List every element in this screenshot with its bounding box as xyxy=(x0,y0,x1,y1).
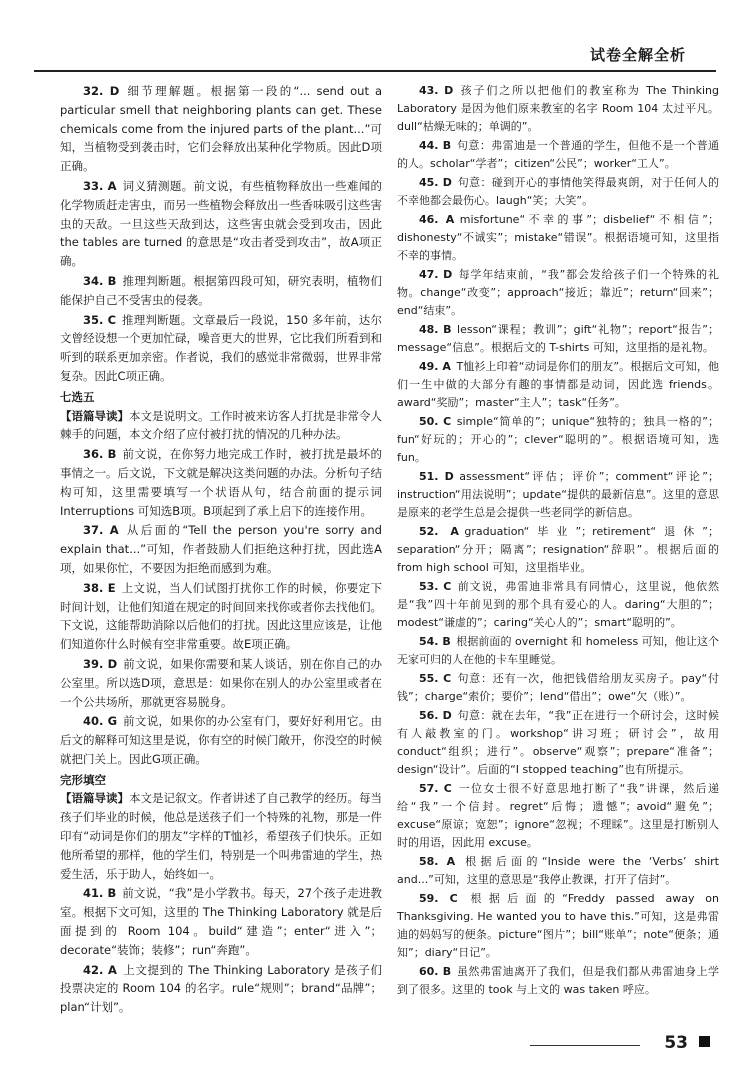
answer-explanation: 细节理解题。根据第一段的“... send out a particular smell that neighboring plants can get. These chemicals come from the injured parts of the plant...”可知，当植物受到袭击时，它们会释放出某种化学物质。因此D项正确。 xyxy=(60,84,383,174)
answer-number: 55. C xyxy=(419,672,452,685)
reading-guide xyxy=(60,407,382,445)
reading-guide-tag: 【语篇导读】 xyxy=(60,408,129,423)
answer-explanation: lesson“课程；教训”；gift“礼物”；report“报告”；message“信息”。根据后文的 T-shirts 可知，这里指的是礼物。 xyxy=(397,323,719,354)
answer-entry xyxy=(60,177,382,271)
header-title: 试卷全解全析 xyxy=(589,46,686,64)
answer-entry xyxy=(60,311,382,386)
answer-explanation: 句意：还有一次，他把钱借给朋友买房子。pay“付钱”；charge“索价；要价”；lend“借出”；owe“欠（账）”。 xyxy=(397,672,719,703)
answer-number: 52. A xyxy=(419,525,459,538)
answer-explanation: graduation“毕业”；retirement“退休”；separation“分开；隔离”；resignation“辞职”。根据后面的 from high school 可知，这里指毕业。 xyxy=(397,525,719,574)
answer-number: 60. B xyxy=(419,965,452,978)
answer-entry xyxy=(397,890,719,962)
answer-explanation: 每学年结束前，“我”都会发给孩子们一个特殊的礼物。change“改变”；approach“接近；靠近”；return“回来”；end“结束”。 xyxy=(397,268,719,317)
answer-number: 48. B xyxy=(419,323,452,336)
reading-guide-tag: 【语篇导读】 xyxy=(60,791,129,806)
answer-number: 38. E xyxy=(83,580,116,595)
answer-explanation: 句意：弗雷迪是一个普通的学生，但他不是一个普通的人。scholar“学者”；citizen“公民”；worker“工人”。 xyxy=(397,139,719,170)
answer-number: 41. B xyxy=(83,886,117,901)
answer-entry xyxy=(60,712,382,768)
page-number: 53 xyxy=(664,1033,688,1053)
answer-entry xyxy=(397,358,719,412)
answer-explanation: simple“简单的”；unique“独特的；独具一格的”；fun“好玩的；开心的”；clever“聪明的”。根据语境可知，选 fun。 xyxy=(397,415,720,464)
answer-entry xyxy=(397,468,719,522)
answer-explanation: 前文说，弗雷迪非常具有同情心，这里说，他依然是“我”四十年前见到的那个具有爱心的人。daring“大胆的”；modest“谦虚的”；caring“关心人的”；smart“聪明的”。 xyxy=(397,580,720,629)
answer-explanation: 从后面的“Tell the person you're sorry and explain that...”可知，作者鼓励人们拒绝这种打扰，因此选A项，如果你忙，不要因为拒绝而感到为难。 xyxy=(60,523,382,575)
answer-entry xyxy=(397,523,719,577)
right-column xyxy=(397,82,719,1000)
answer-entry xyxy=(60,884,382,959)
answer-number: 49. A xyxy=(419,360,451,373)
answer-entry xyxy=(60,521,382,577)
answer-explanation: 前文说，如果你需要和某人谈话，别在你自己的办公室里。所以选D项，意思是：如果你在别人的办公室里或者在一个公共场所，那就更容易脱身。 xyxy=(60,656,383,709)
answer-number: 34. B xyxy=(83,273,117,288)
answer-explanation: 句意：就在去年，“我”正在进行一个研讨会，这时候有人敲教室的门。workshop“讲习班；研讨会”，故用 conduct“组织；进行”。observe“观察”；prepare“准备”；design“设计”。后面的“I stopped teaching”也有所提示。 xyxy=(397,709,719,776)
answer-entry xyxy=(60,445,382,520)
answer-number: 42. A xyxy=(83,962,117,977)
answer-number: 46. A xyxy=(419,213,455,226)
answer-explanation: 词义猜测题。前文说，有些植物释放出一些难闻的化学物质赶走害虫，而另一些植物会释放出一些香味吸引这些害虫的天敌。一旦这些天敌到达，这些害虫就会受到攻击，因此 the tables are turned 的意思是“攻击者受到攻击”，故A项正确。 xyxy=(60,178,383,269)
answer-explanation: 根据后面的“Freddy passed away on Thanksgiving. He wanted you to have this.”可知，这是弗雷迪的妈妈写的便条。picture“图片”；bill“账单”；note“便条；通知”；diary“日记”。 xyxy=(397,892,719,959)
answer-explanation: assessment“评估；评价”；comment“评论”；instruction“用法说明”；update“提供的最新信息”。这里的意思是原来的老学生总是会提供一些老同学的新信息。 xyxy=(397,470,719,519)
answer-number: 39. D xyxy=(83,656,118,671)
answer-explanation: 根据后面的“Inside were the ‘Verbs’ shirt and...”可知，这里的意思是“我停止教课，打开了信封”。 xyxy=(397,855,719,886)
reading-guide xyxy=(60,789,382,883)
answer-explanation: 前文说，如果你的办公室有门，要好好利用它。由后文的解释可知这里是说，你有空的时候门敞开，你没空的时候就把门关上。因此G项正确。 xyxy=(60,714,382,766)
answer-explanation: 前文说，“我”是小学教书。每天，27个孩子走进教室。根据下文可知，这里的 The Thinking Laboratory 就是后面提到的 Room 104。build“建造”；enter“进入”；decorate“装饰；装修”；run“奔跑”。 xyxy=(60,886,382,957)
answer-number: 40. G xyxy=(83,714,118,729)
answer-entry xyxy=(397,963,719,999)
page-number-square-icon xyxy=(699,1036,710,1047)
answer-explanation: 一位女士很不好意思地打断了“我”讲课，然后递给“我”一个信封。regret“后悔；遗憾”；avoid“避免”；excuse“原谅；宽恕”；ignore“忽视；不理睬”。这里是打断别人时的用语，因此用 excuse。 xyxy=(397,782,720,849)
answer-entry xyxy=(60,82,382,176)
answer-number: 50. C xyxy=(419,415,452,428)
answer-explanation: misfortune“不幸的事”；disbelief“不相信”；dishonesty“不诚实”；mistake“错误”。根据语境可知，这里指不幸的事情。 xyxy=(397,213,719,262)
answer-entry xyxy=(397,211,719,265)
answer-number: 36. B xyxy=(83,447,117,462)
answer-entry xyxy=(60,655,382,711)
answer-number: 45. D xyxy=(419,176,452,189)
answer-explanation: 推理判断题。根据第四段可知，研究表明，植物们能保护自己不受害虫的侵袭。 xyxy=(60,273,382,307)
answer-number: 44. B xyxy=(419,139,452,152)
answer-number: 33. A xyxy=(83,178,117,193)
answer-entry xyxy=(60,579,382,654)
answer-number: 58. A xyxy=(419,855,456,868)
reading-guide-text: 本文是记叙文。作者讲述了自己教学的经历。每当孩子们毕业的时候，他总是送孩子们一个特殊的礼物，那是一件印有“动词是你们的朋友”字样的T恤衫，希望孩子们快乐。正如他所希望的那样，他的学生们，特别是一个叫弗雷迪的学生，热爱生活，乐于助人，始终如一。 xyxy=(60,791,382,881)
footer-divider xyxy=(530,1045,640,1046)
answer-explanation: 孩子们之所以把他们的教室称为 The Thinking Laboratory 是因为他们原来教室的名字 Room 104 太过平凡。dull“枯燥无味的；单调的”。 xyxy=(397,84,719,133)
answer-explanation: 句意：碰到开心的事情他笑得最爽朗，对于任何人的不幸他都会最伤心。laugh“笑；大笑”。 xyxy=(397,176,719,207)
answer-entry xyxy=(397,137,719,173)
answer-number: 32. D xyxy=(83,84,120,98)
answer-entry xyxy=(397,578,719,632)
header-divider xyxy=(34,70,716,72)
answer-entry xyxy=(397,780,719,852)
answer-entry xyxy=(397,707,719,779)
section-heading: 七选五 xyxy=(60,389,95,404)
answer-explanation: 根据前面的 overnight 和 homeless 可知，他让这个无家可归的人在他的卡车里睡觉。 xyxy=(397,635,720,666)
left-column xyxy=(60,82,382,1018)
section-heading: 完形填空 xyxy=(60,772,106,787)
answer-entry xyxy=(397,413,719,467)
answer-number: 57. C xyxy=(419,782,452,795)
answer-explanation: 上文说，当人们试图打扰你工作的时候，你要定下时间计划，让他们知道在规定的时间回来找你或者你去找他们。下文说，这能帮助消除以后他们的打扰。因此这里应该是，让他们知道你什么时候有空非常重要。故E项正确。 xyxy=(60,580,383,652)
answer-explanation: T恤衫上印着“动词是你们的朋友”。根据后文可知，他们一生中做的大部分有趣的事情都是动词，因此选 friends。award“奖励”；master“主人”；task“任务”。 xyxy=(397,360,719,409)
answer-number: 59. C xyxy=(419,892,458,905)
answer-entry xyxy=(397,853,719,889)
answer-number: 47. D xyxy=(419,268,453,281)
answer-explanation: 虽然弗雷迪离开了我们，但是我们都从弗雷迪身上学到了很多。这里的 took 与上文的 was taken 呼应。 xyxy=(397,965,719,996)
answer-entry xyxy=(60,272,382,310)
answer-explanation: 推理判断题。文章最后一段说，150 多年前，达尔文曾经设想一个更加忙碌，噪音更大的世界，它比我们所看到和听到的联系更加亲密。作者说，我们的感觉非常微弱，世界非常复杂。因此C项正确。 xyxy=(60,312,382,383)
answer-entry xyxy=(397,82,719,136)
answer-entry xyxy=(397,321,719,357)
answer-entry xyxy=(397,633,719,669)
answer-entry xyxy=(60,961,382,1017)
answer-entry xyxy=(397,670,719,706)
answer-entry xyxy=(397,174,719,210)
answer-explanation: 前文说，在你努力地完成工作时，被打扰是最坏的事情之一。后文说，下文就是解决这类问题的办法。分析句子结构可知，这里需要填写一个状语从句，结合前面的提示词 Interruptions 可知选B项。B项起到了承上启下的连接作用。 xyxy=(60,447,382,518)
answer-number: 53. C xyxy=(419,580,452,593)
answer-number: 35. C xyxy=(83,312,117,327)
answer-number: 43. D xyxy=(419,84,454,97)
reading-guide-text: 本文是说明文。工作时被来访客人打扰是非常令人棘手的问题，本文介绍了应付被打扰的情况的几种办法。 xyxy=(60,408,382,442)
answer-entry xyxy=(397,266,719,320)
answer-number: 37. A xyxy=(83,523,119,538)
answer-explanation: 上文提到的 The Thinking Laboratory 是孩子们投票决定的 Room 104 的名字。rule“规则”；brand“品牌”；plan“计划”。 xyxy=(60,962,382,1015)
answer-number: 56. D xyxy=(419,709,452,722)
answer-number: 54. B xyxy=(419,635,451,648)
answer-number: 51. D xyxy=(419,470,454,483)
